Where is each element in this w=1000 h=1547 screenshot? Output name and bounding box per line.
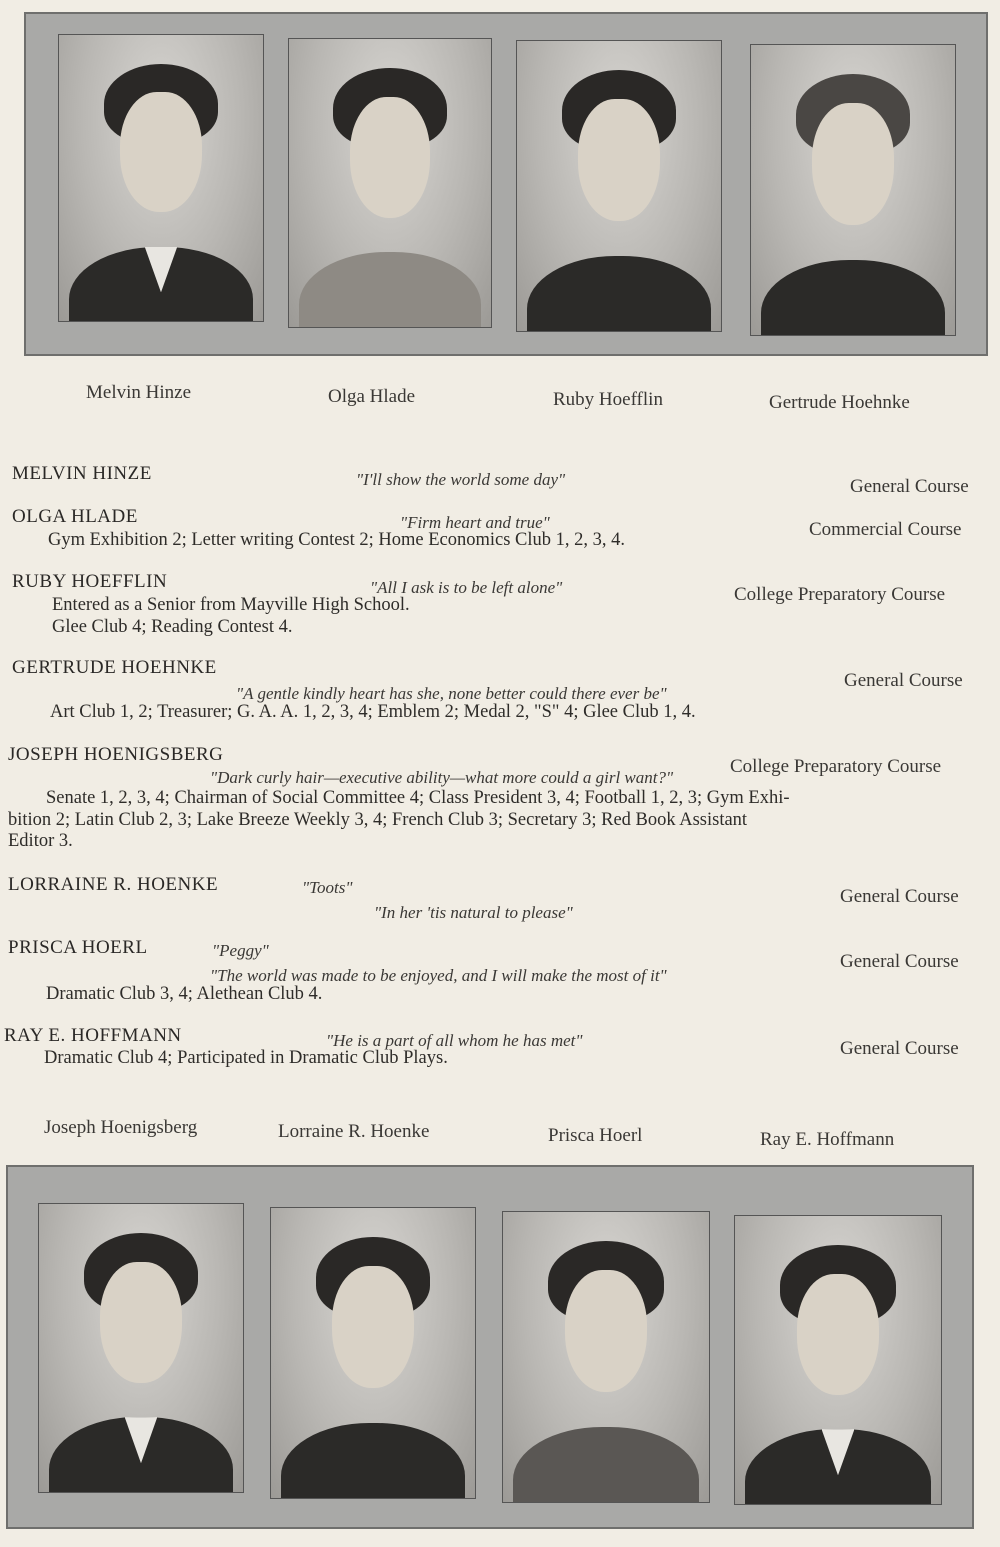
entry-activity-line: Dramatic Club 3, 4; Alethean Club 4. — [46, 984, 323, 1004]
entry-name: GERTRUDE HOEHNKE — [12, 657, 217, 678]
entry-name: PRISCA HOERL — [8, 937, 148, 958]
entry-course: General Course — [840, 886, 959, 907]
entry-course: General Course — [840, 1038, 959, 1059]
entry-quote: "A gentle kindly heart has she, none better could there ever be" — [236, 684, 667, 703]
entry-name: JOSEPH HOENIGSBERG — [8, 744, 224, 765]
caption-ray-hoffmann: Ray E. Hoffmann — [760, 1129, 895, 1150]
entry-course: General Course — [844, 670, 963, 691]
caption-olga-hlade: Olga Hlade — [328, 386, 416, 407]
entry-name: MELVIN HINZE — [12, 463, 152, 484]
entry-nickname: "Peggy" — [212, 941, 269, 960]
entry-course: Commercial Course — [809, 519, 962, 540]
entry-activity-line: Senate 1, 2, 3, 4; Chairman of Social Committee 4; Class President 3, 4; Football 1, 2, 3; Gym Exhi- — [46, 788, 790, 808]
portrait-melvin-hinze — [58, 34, 264, 322]
entry-quote: "I'll show the world some day" — [356, 470, 566, 489]
portrait-ray-hoffmann — [734, 1215, 942, 1505]
entry-name: RAY E. HOFFMANN — [4, 1025, 182, 1046]
top-photo-panel — [24, 12, 988, 356]
caption-prisca-hoerl: Prisca Hoerl — [548, 1125, 643, 1146]
entry-course: General Course — [850, 476, 969, 497]
entry-course: General Course — [840, 951, 959, 972]
portrait-ruby-hoefflin — [516, 40, 722, 332]
caption-gertrude-hoehnke: Gertrude Hoehnke — [769, 392, 910, 413]
entry-quote: "The world was made to be enjoyed, and I will make the most of it" — [210, 966, 667, 985]
entry-name: LORRAINE R. HOENKE — [8, 874, 219, 895]
entry-quote: "Dark curly hair—executive ability—what more could a girl want?" — [210, 768, 674, 787]
entry-quote: "All I ask is to be left alone" — [370, 578, 563, 597]
portrait-lorraine-hoenke — [270, 1207, 476, 1499]
entry-name: RUBY HOEFFLIN — [12, 571, 168, 592]
caption-ruby-hoefflin: Ruby Hoefflin — [553, 389, 663, 410]
bottom-photo-panel — [6, 1165, 974, 1529]
portrait-olga-hlade — [288, 38, 492, 328]
entry-activity-line: Art Club 1, 2; Treasurer; G. A. A. 1, 2, 3, 4; Emblem 2; Medal 2, "S" 4; Glee Club 1, 4. — [50, 702, 696, 722]
entry-name: OLGA HLADE — [12, 506, 138, 527]
entry-course: College Preparatory Course — [730, 756, 942, 777]
caption-lorraine-hoenke: Lorraine R. Hoenke — [278, 1121, 430, 1142]
entry-nickname: "Toots" — [302, 878, 353, 897]
entry-quote: "Firm heart and true" — [400, 513, 550, 532]
caption-joseph-hoenigsberg: Joseph Hoenigsberg — [44, 1117, 198, 1138]
portrait-gertrude-hoehnke — [750, 44, 956, 336]
entry-activity-line: Gym Exhibition 2; Letter writing Contest 2; Home Economics Club 1, 2, 3, 4. — [48, 530, 626, 550]
caption-melvin-hinze: Melvin Hinze — [86, 382, 192, 403]
portrait-joseph-hoenigsberg — [38, 1203, 244, 1493]
entry-activity-line: Entered as a Senior from Mayville High School. — [52, 595, 410, 615]
entry-quote: "He is a part of all whom he has met" — [326, 1031, 583, 1050]
entry-activity-line: Dramatic Club 4; Participated in Dramatic Club Plays. — [44, 1048, 448, 1068]
entry-activity-line: bition 2; Latin Club 2, 3; Lake Breeze Weekly 3, 4; French Club 3; Secretary 3; Red Book Assistant — [8, 810, 748, 830]
entry-activity-line: Editor 3. — [8, 831, 73, 851]
portrait-prisca-hoerl — [502, 1211, 710, 1503]
entry-quote: "In her 'tis natural to please" — [374, 903, 573, 922]
entry-activity-line: Glee Club 4; Reading Contest 4. — [52, 617, 293, 637]
entry-course: College Preparatory Course — [734, 584, 946, 605]
